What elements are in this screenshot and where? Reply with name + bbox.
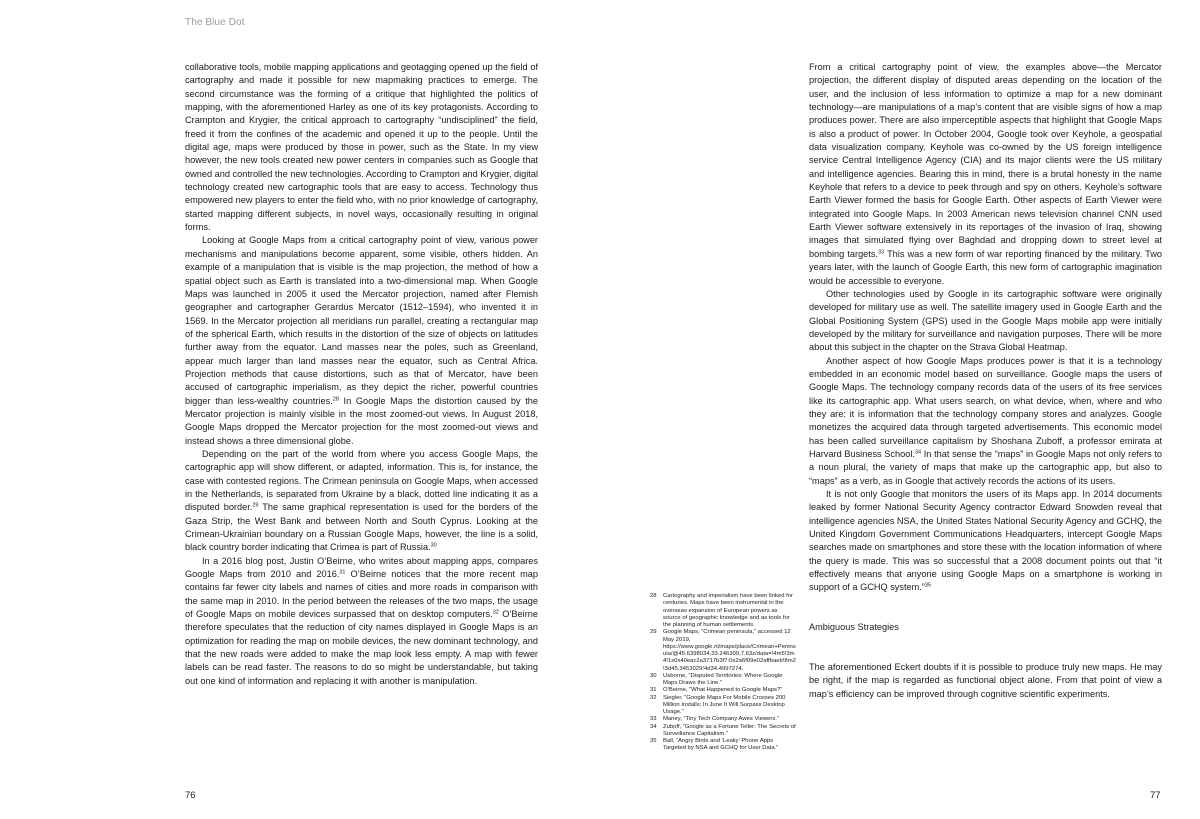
right-column bbox=[809, 61, 1162, 701]
footnote-ref[interactable]: 35 bbox=[924, 582, 932, 589]
footnote bbox=[650, 724, 796, 739]
footnote-text: Zuboff, “Google as a Fortune Teller: The Secrets of Surveillance Capitalism.” bbox=[663, 723, 796, 737]
footnote-number: 28 bbox=[650, 593, 657, 599]
paragraph: Looking at Google Maps from a critical cartography point of view, various power mechanisms and manipulations become apparent, some visible, others hidden. An example of a manipulation that is visible is the map projection, the method of how a spatial object such as Earth is translated into a two-dimensional map. When Google Maps was launched in 2005 it used the Mercator projection, named after Flemish geographer and cartographer Gerardus Mercator (1512–1594), who invented it in 1569. In the Mercator projection all meridians run parallel, creating a rectangular map of the spherical Earth, which results in the distortion of the size of objects on latitudes further away from the equator. Land masses near the poles, such as Greenland, appear much larger than land masses near the equator, such as Central Africa. Projection methods that cause distortions, such as that of Mercator, have been accused of cartographic imperialism, as they depict the richer, powerful countries bigger than less-wealthy countries.$^{28}$ In Google Maps the distortion caused by the Mercator projection is mainly visible in the most zoomed-out views. In August 2018, Google Maps dropped the Mercator projection for the most zoomed-out views and instead shows a three dimensional globe. bbox=[185, 235, 539, 446]
footnote bbox=[650, 687, 796, 694]
footnote-number: 34 bbox=[650, 723, 657, 730]
footnote-text: Google Maps, “Crimean peninsula,” accessed 12 May 2019, https://www.google.nl/maps/place/Crimean+Peninsula/@45.6398034,33.246309,7.63z/data=!4m5!3m4!1s0x40eac2a3717b3f7:0x2a6f09e02affbaeb!8m2!3d45.3453029!4d34.4997274. bbox=[663, 629, 796, 672]
footnote bbox=[650, 738, 796, 753]
paragraph: The aforementioned Eckert doubts if it is possible to produce truly new maps. He may be right, if the map is regarded as functional object alone. From that point of view a map’s efficiency can be improved through cognitive scientific experiments. bbox=[809, 662, 1162, 699]
paragraph: It is not only Google that monitors the users of its Maps app. In 2014 documents leaked by former National Security Agency contractor Edward Snowden reveal that intelligence agencies NSA, the United States National Security Agency and GCHQ, the United Kingdom Government Communications Headquarters, intercept Google Maps searches made on smartphones and store these with the location information of where the query is made. This was so successful that a 2008 document points out that “it effectively means that anyone using Google Maps on a smartphone is working in support of a GCHQ system.”$^{35}$ bbox=[809, 489, 1162, 593]
footnote-text: Ball, “Angry Birds and ‘Leaky’ Phone Apps Targeted by NSA and GCHQ for User Data.” bbox=[663, 738, 779, 752]
footnote-ref[interactable]: 28 bbox=[332, 396, 339, 403]
footnote-ref[interactable]: 33 bbox=[878, 249, 885, 256]
footnote-number: 32 bbox=[650, 694, 657, 701]
footnote-number: 31 bbox=[650, 687, 657, 694]
paragraph: Other technologies used by Google in its cartographic software were originally developed for military use as well. The satellite imagery used in Google Earth and the Global Positioning System (GPS) used in the Google Maps mobile app were initially developed by the military for surveillance and navigation purposes. There will be more about this subject in the chapter on the Strava Global Heatmap. bbox=[809, 288, 1162, 353]
footnotes bbox=[650, 593, 796, 753]
section-heading: Ambiguous Strategies bbox=[809, 621, 899, 632]
page-number-left: 76 bbox=[185, 790, 196, 801]
footnote-number: 35 bbox=[650, 738, 657, 744]
paragraph: Another aspect of how Google Maps produces power is that it is a technology embedded in an economic model based on surveillance. Google maps the users of Google Maps. The technology company records data of the users of its free services like its cartographic app. What users search, on what device, when, where and who they are: it is information that the technology company stores and analyzes. Google monetizes the acquired data through targeted advertisements. This economic model has been called surveillance capitalism by Shoshana Zuboff, a professor emirata at Harvard Business School.$^{34}$ In that sense the “maps” in Google Maps not only refers to a noun plural, the variety of maps that make up the cartographic app, but also to “maps” as a verb, as in Google that actively records the actions of its users. bbox=[809, 355, 1162, 486]
paragraph: Depending on the part of the world from where you access Google Maps, the cartographic app will show different, or adapted, information. This is, for instance, the case with contested regions. The Crimean peninsula on Google Maps, when accessed in the Netherlands, is separated from Ukraine by a black, dotted line indicating it as a disputed border.$^{29}$ The same graphical representation is used for the borders of the Gaza Strip, the West Bank and between North and South Cyprus. Looking at the Crimean-Ukrainian boundary on a Russian Google Maps, however, the line is a solid, black country border indicating that Crimea is part of Russia.$^{30}$ bbox=[185, 448, 538, 553]
footnote-number: 29 bbox=[650, 629, 657, 636]
footnote-ref[interactable]: 30 bbox=[430, 542, 437, 549]
footnote bbox=[650, 593, 796, 629]
footnote-text: Cartography and imperialism have been linked for centuries. Maps have been instrumental in the overseas expansion of European powers as source of geographic knowledge and as tools for the planning of human settlements. bbox=[663, 593, 793, 628]
footnote-number: 30 bbox=[650, 672, 657, 679]
footnote-ref[interactable]: 31 bbox=[339, 569, 346, 576]
footnote bbox=[650, 695, 796, 717]
paragraph: In a 2016 blog post, Justin O’Beirne, who writes about mapping apps, compares Google Maps from 2010 and 2016.31 O’Beirne notices that the more recent map contains far fewer city labels and names of cities and more roads in comparison with the same map in 2010. In the period between the releases of the two maps, the usage of Google Maps on mobile devices surpassed that on desktop computers.$^{32}$ O’Beirne therefore speculates that the reduction of city names displayed in Google Maps is an optimization for reading the map on mobile devices, the new dominant technology, and that the new roads were added to make the map look less empty. A map with fewer labels can be read faster. The reasons to do so might be understandable, but taking out one kind of information and replacing it with another is manipulation. bbox=[185, 555, 538, 686]
footnote-text: Usborne, “Disputed Territories: Where Google Maps Draws the Line.” bbox=[663, 672, 783, 686]
left-column bbox=[185, 61, 538, 688]
right-column-paragraphs bbox=[809, 61, 1162, 595]
footnote bbox=[650, 673, 796, 688]
page-number-right: 77 bbox=[1150, 790, 1161, 801]
footnote-number: 33 bbox=[650, 716, 657, 723]
footnote-text: Maney, “Tiny Tech Company Awes Viewers.” bbox=[663, 716, 779, 723]
footnote-ref[interactable]: 29 bbox=[252, 502, 259, 509]
footnote bbox=[650, 716, 796, 723]
footnote-text: Siegler, “Google Maps For Mobile Crosses 200 Million Installs; In June It Will Surpass Desktop Usage.” bbox=[663, 694, 786, 715]
footnote-ref[interactable]: 32 bbox=[492, 609, 499, 616]
running-title: The Blue Dot bbox=[185, 17, 245, 28]
paragraph: From a critical cartography point of view, the examples above—the Mercator projection, the different display of disputed areas depending on the location of the user, and the inclusion of less information to optimize a map for a new dominant technology—are manipulations of a map’s content that are visible signs of how a map produces power. There are also imperceptible aspects that highlight that Google Maps is also a product of power. In October 2004, Google took over Keyhole, a geospatial data visualization company. Keyhole was co-owned by the US foreign intelligence service Central Intelligence Agency (CIA) and its major clients were the US military and intelligence agencies. Bearing this in mind, there is a brutal honesty in the name Keyhole that refers to a device to peek through and spy on others. Keyhole’s software Earth Viewer formed the basis for Google Earth. Other aspects of Earth Viewer were integrated into Google Maps. In 2003 American news television channel CNN used Earth Viewer software extensively in its reportages of the invasion of Iraq, showing images that simulated flying over Baghdad and dropping down to street level at bombing targets.$^{33}$ This was a new form of war reporting financed by the military. Two years later, with the launch of Google Earth, this new form of cartographic imagination would be accessible to everyone. bbox=[809, 62, 1162, 286]
footnote-text: O’Beirne, “What Happened to Google Maps?” bbox=[663, 687, 783, 694]
paragraph: collaborative tools, mobile mapping applications and geotagging opened up the field of cartography and made it possible for new mapmaking practices to emerge. The second circumstance was the forming of a critique that highlighted the politics of mapping, with the aforementioned Harley as one of its key protagonists. According to Crampton and Krygier, the critical approach to cartography “undisciplined” the field, freed it from the confines of the academic and opened it up to the people. Until the digital age, maps were produced by those in power, such as the State. In my view however, the new tools created new power centers in companies such as Google that owned and controlled the new technologies. According to Crampton and Krygier, digital technology created new cartographic tools that are easy to access. Technology thus empowered new players to enter the field who, with no prior knowledge of cartography, started mapping different subjects, in novel ways, occasionally resulting in original forms. bbox=[185, 62, 538, 233]
footnote bbox=[650, 629, 796, 673]
footnote-ref[interactable]: 34 bbox=[914, 449, 922, 456]
